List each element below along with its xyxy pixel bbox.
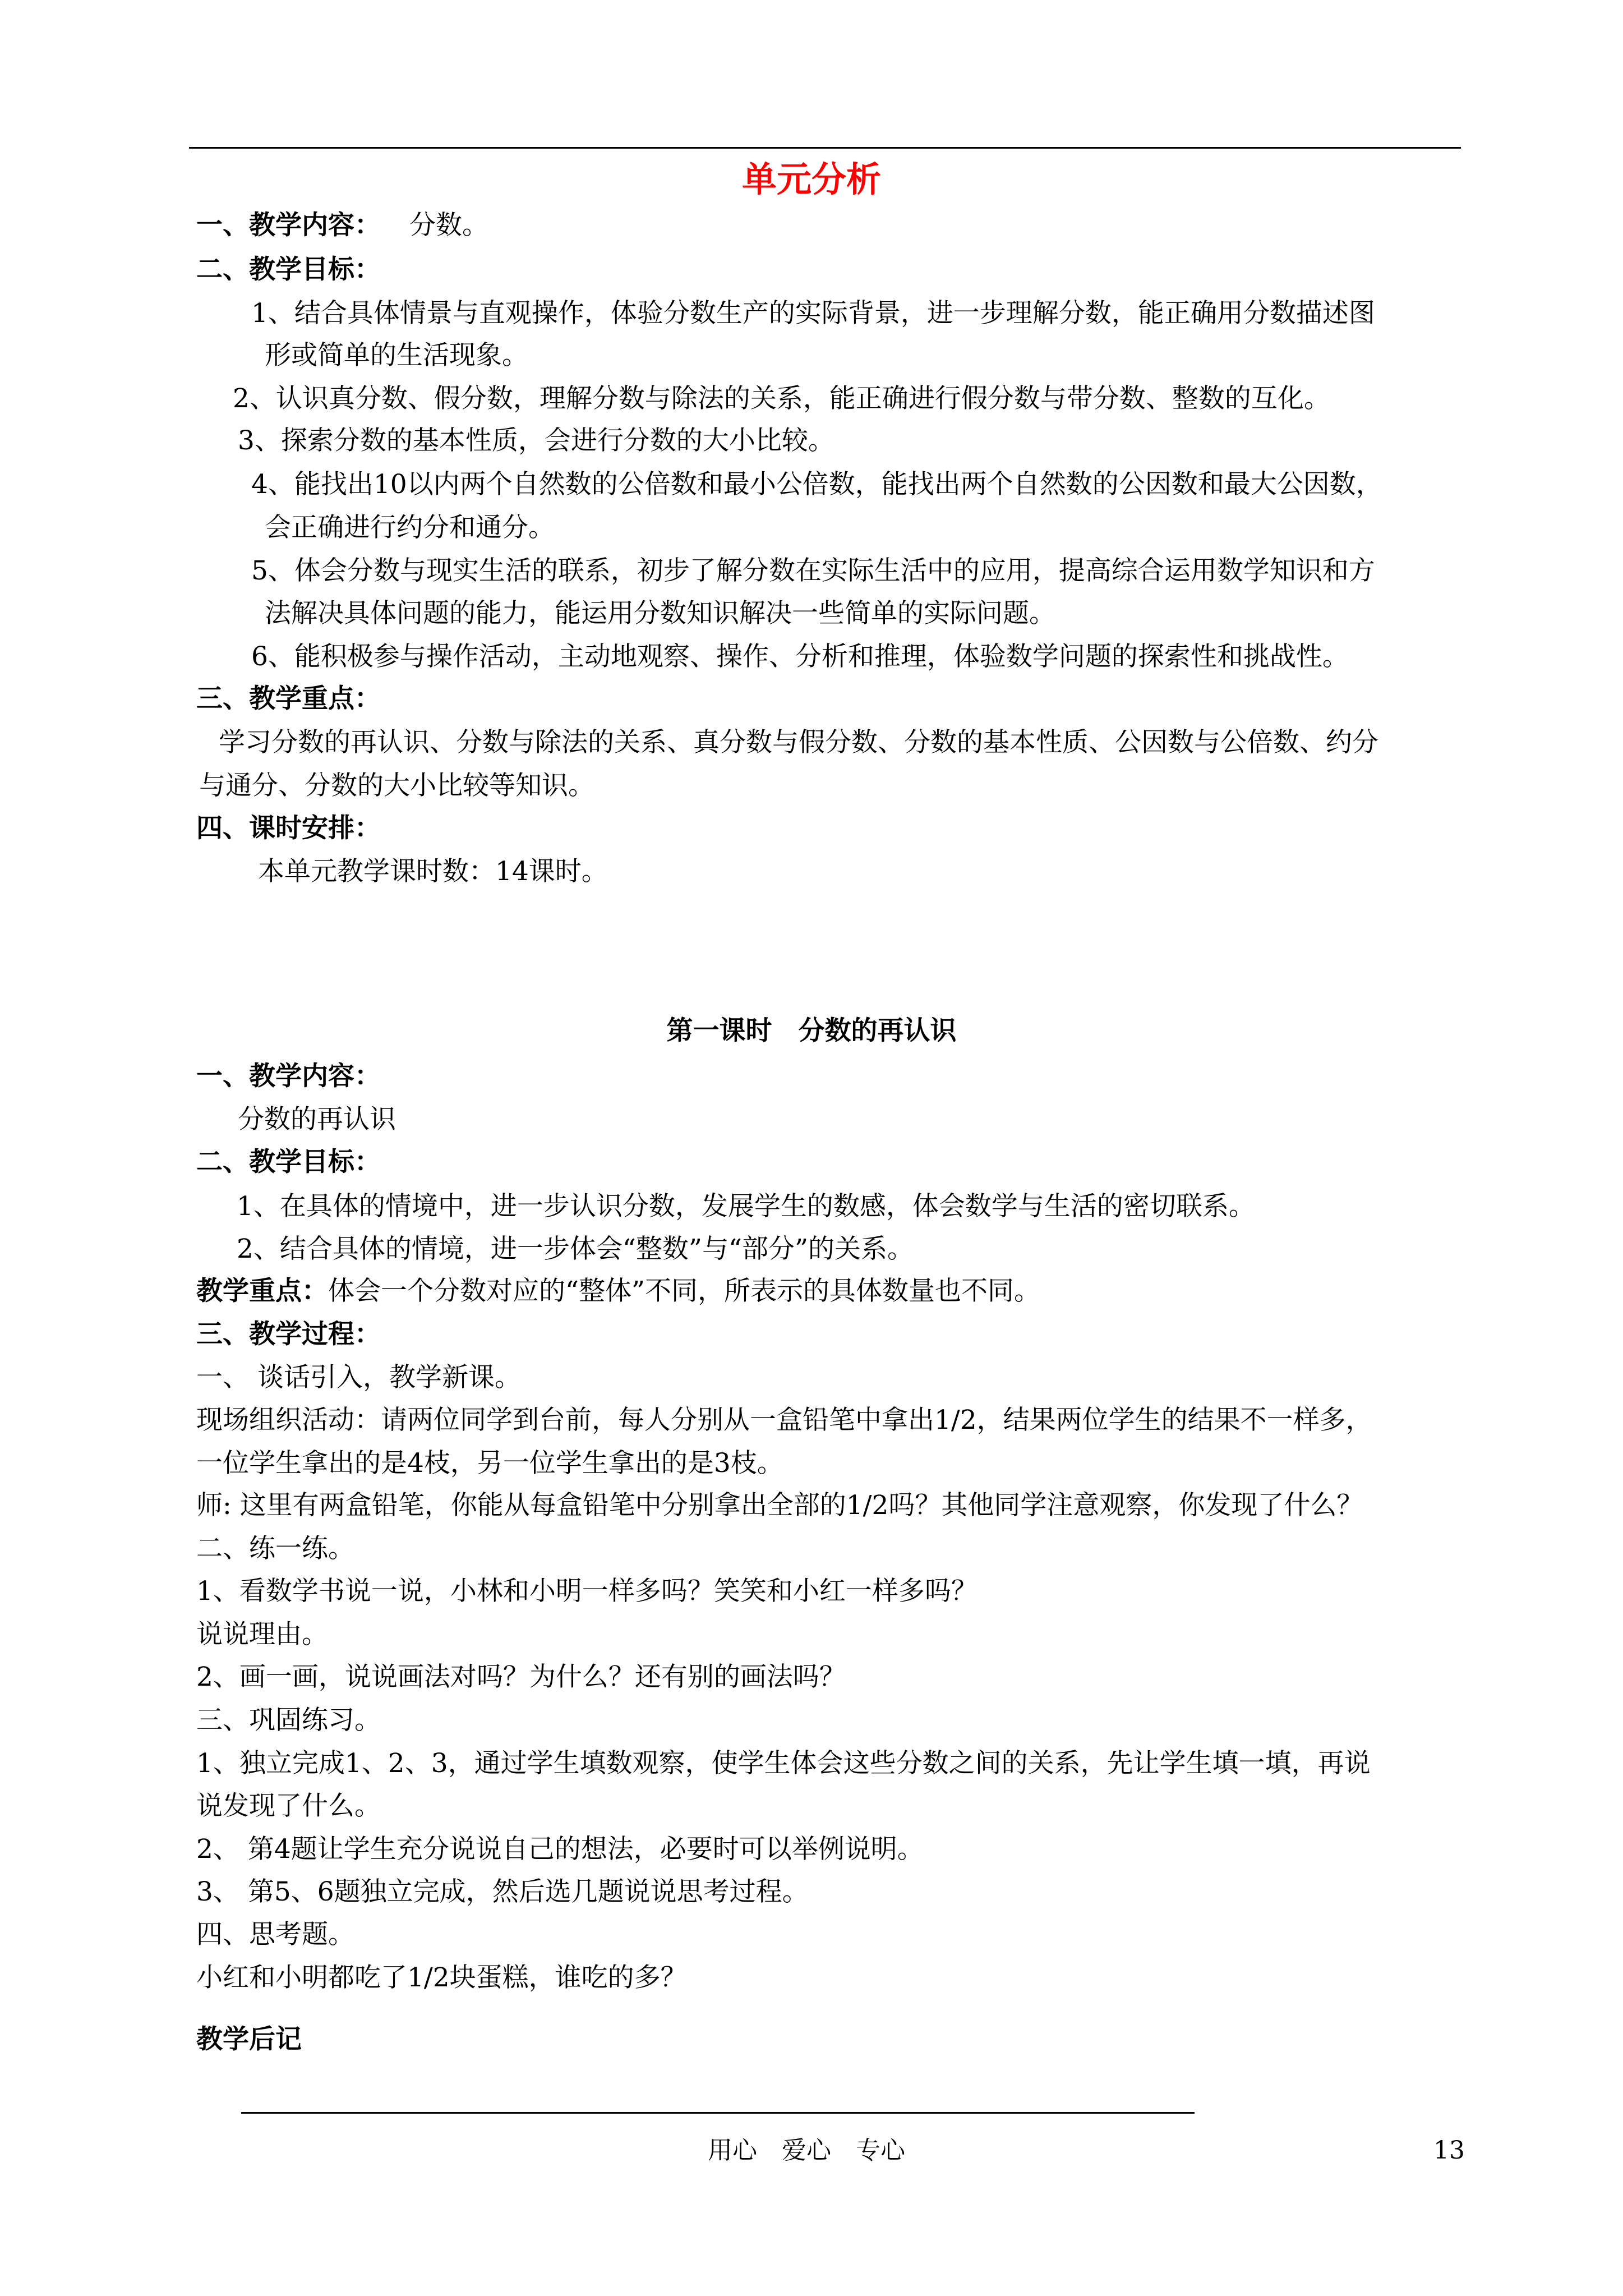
unit-focus-heading: 三、教学重点： [196,683,381,714]
unit-content-value: 分数。 [409,210,488,241]
process-line: 1、独立完成1、2、3，通过学生填数观察，使学生体会这些分数之间的关系，先让学生填一填，再说 [196,1748,1371,1779]
lesson-goal-line: 1、在具体的情境中，进一步认识分数，发展学生的数感，体会数学与生活的密切联系。 [237,1191,1255,1222]
unit-focus-line: 学习分数的再认识、分数与除法的关系、真分数与假分数、分数的基本性质、公因数与公倍数、约分 [219,727,1378,758]
process-line: 一位学生拿出的是4枝，另一位学生拿出的是3枝。 [196,1448,783,1479]
lesson-content-value: 分数的再认识 [238,1104,396,1135]
unit-content-heading: 一、教学内容： [196,210,381,241]
header-rule [189,147,1461,149]
footer-motto: 用心 爱心 专心 [708,2136,905,2165]
process-line: 3、 第5、6题独立完成，然后选几题说说思考过程。 [196,1876,809,1907]
process-line: 说发现了什么。 [196,1791,381,1821]
lesson-goals-heading: 二、教学目标： [196,1147,381,1177]
lesson-key-text: 体会一个分数对应的“整体”不同，所表示的具体数量也不同。 [328,1276,1041,1306]
process-line: 说说理由。 [196,1619,328,1650]
unit-hours-text: 本单元教学课时数：14课时。 [258,856,608,887]
process-line: 一、 谈话引入，教学新课。 [196,1362,521,1393]
process-line: 1、看数学书说一说，小林和小明一样多吗？笑笑和小红一样多吗？ [196,1576,978,1607]
process-line: 二、练一练。 [196,1533,354,1564]
unit-goal-line: 5、体会分数与现实生活的联系，初步了解分数在实际生活中的应用，提高综合运用数学知识和方 [251,555,1375,586]
unit-goal-line: 6、能积极参与操作活动，主动地观察、操作、分析和推理，体验数学问题的探索性和挑战性。 [251,641,1349,672]
unit-goals-heading: 二、教学目标： [196,254,381,285]
process-line: 四、思考题。 [196,1919,354,1950]
process-line: 2、画一画，说说画法对吗？为什么？还有别的画法吗？ [196,1662,846,1692]
lesson-content-heading: 一、教学内容： [196,1061,381,1092]
footer-rule [241,2112,1195,2114]
unit-goal-line: 形或简单的生活现象。 [265,340,528,371]
lesson-key-label: 教学重点： [196,1276,328,1306]
unit-goal-line: 4、能找出10以内两个自然数的公倍数和最小公倍数，能找出两个自然数的公因数和最大公因数， [251,469,1382,500]
unit-goal-line: 2、认识真分数、假分数，理解分数与除法的关系，能正确进行假分数与带分数、整数的互化。 [233,383,1330,414]
lesson-title: 第一课时 分数的再认识 [666,1015,957,1046]
unit-goal-line: 会正确进行约分和通分。 [265,512,555,543]
process-line: 三、巩固练习。 [196,1705,381,1736]
lesson-afterword: 教学后记 [196,2024,302,2055]
unit-hours-heading: 四、课时安排： [196,813,381,844]
process-line: 现场组织活动：请两位同学到台前，每人分别从一盒铅笔中拿出1/2，结果两位学生的结果不一样多， [196,1405,1372,1435]
process-line: 2、 第4题让学生充分说说自己的想法，必要时可以举例说明。 [196,1834,924,1865]
process-line: 小红和小明都吃了1/2块蛋糕，谁吃的多？ [196,1962,687,1993]
page-number: 13 [1433,2136,1465,2165]
unit-goal-line: 法解决具体问题的能力，能运用分数知识解决一些简单的实际问题。 [265,598,1055,629]
lesson-goal-line: 2、结合具体的情境，进一步体会“整数”与“部分”的关系。 [237,1234,914,1264]
process-line: 师: 这里有两盒铅笔，你能从每盒铅笔中分别拿出全部的1/2吗？其他同学注意观察，你发现了什么？ [196,1490,1363,1521]
unit-title: 单元分析 [741,159,881,200]
unit-focus-line: 与通分、分数的大小比较等知识。 [199,770,594,801]
unit-goal-line: 3、探索分数的基本性质，会进行分数的大小比较。 [238,425,834,456]
lesson-key-point [196,1278,1040,1304]
lesson-process-heading: 三、教学过程： [196,1319,381,1350]
unit-goal-line: 1、结合具体情景与直观操作，体验分数生产的实际背景，进一步理解分数，能正确用分数描述图 [251,298,1375,329]
